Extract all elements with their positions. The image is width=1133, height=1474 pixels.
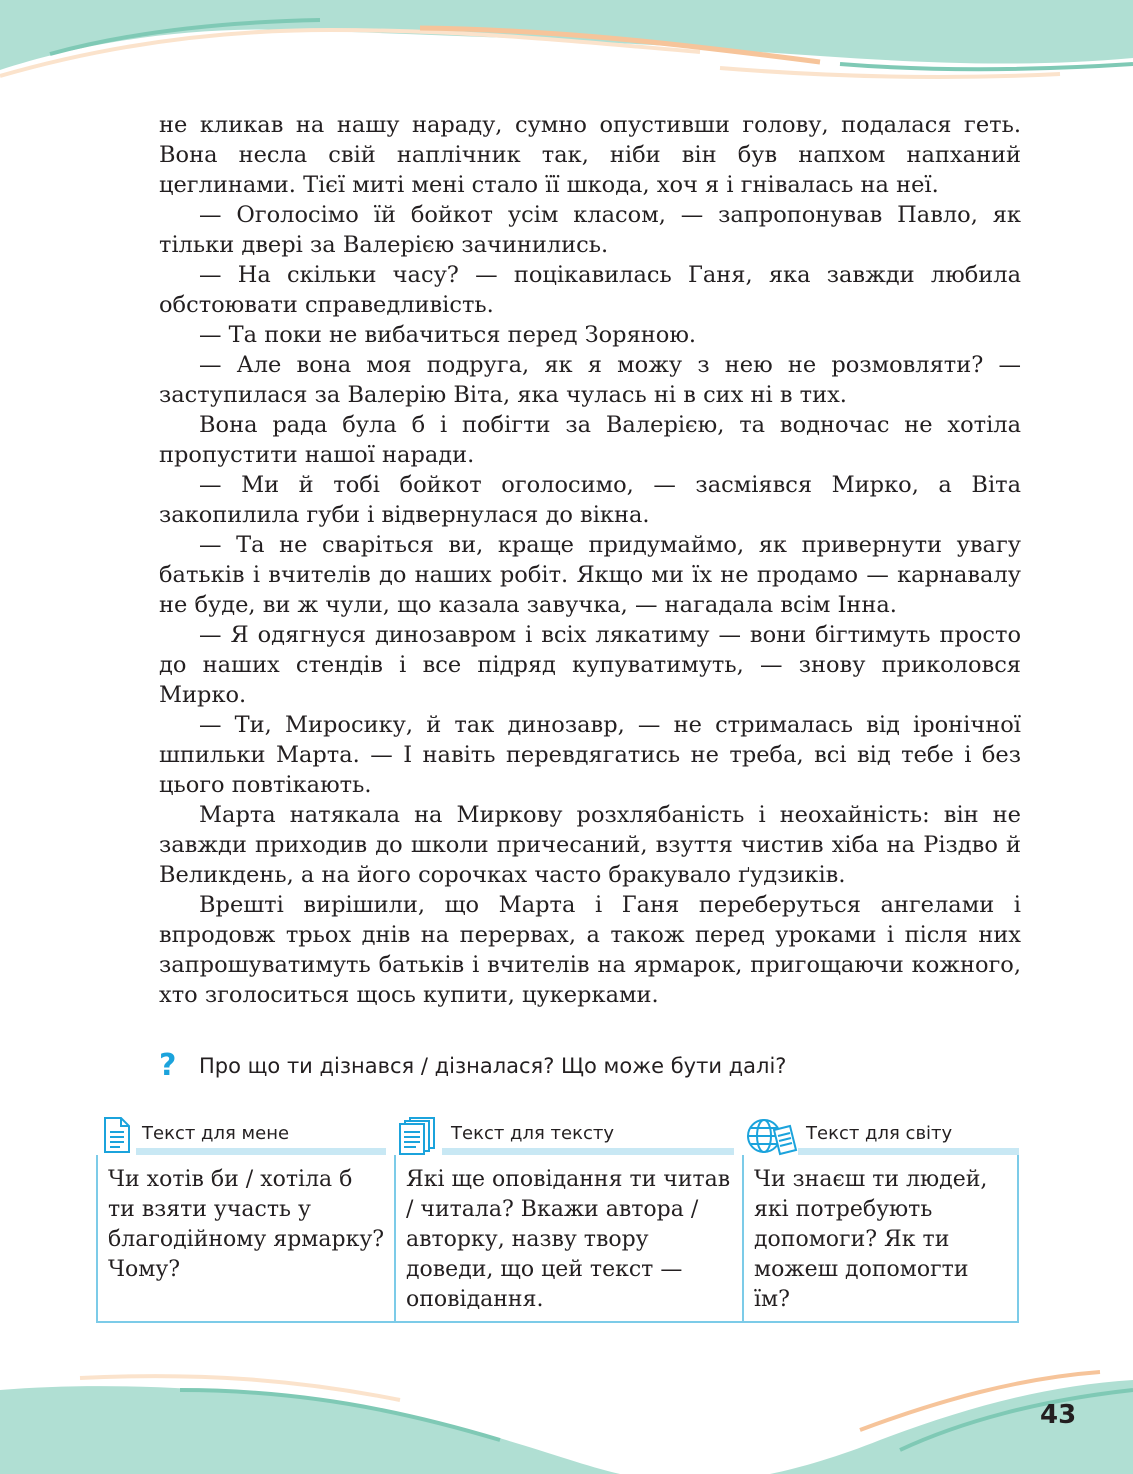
globe-document-icon [746, 1116, 798, 1156]
discussion-question [159, 1050, 1019, 1082]
task-box-for-text [394, 1113, 742, 1323]
task-box-for-world [742, 1113, 1019, 1323]
story-paragraph: не кликав на нашу нараду, сумно опустивши голову, подалася геть. Вона несла свій наплічник так, ніби він був напхом напханий цеглинами. Тієї миті мені стало її шкода, хоч я і гнівалась на неї. [159, 112, 1021, 198]
story-paragraph: — Я одягнуся динозавром і всіх лякатиму — вони бігтимуть просто до наших стендів і все підряд купуватимуть, — знову приколовся Мирко. [159, 622, 1021, 708]
task-box-header [96, 1113, 394, 1153]
header-underline [136, 1148, 386, 1155]
task-box-text: Чи хотів би / хотіла б ти взяти участь у благодійному ярмарку? Чому? [108, 1167, 385, 1282]
story-paragraph: Марта натякала на Миркову розхлябаність і неохайність: він не завжди приходив до школи причесаний, взуття чистив хіба на Різдво й Великдень, а на його сорочках часто бракувало ґудзиків. [159, 802, 1021, 888]
task-box-title: Текст для світу [806, 1123, 953, 1144]
task-box-title: Текст для тексту [451, 1123, 615, 1144]
story-paragraph: — Та не сваріться ви, краще придумаймо, як привернути увагу батьків і вчителів до наших робіт. Якщо ми їх не продамо — карнавалу не буде, ви ж чули, що казала завучка, — нагадала всім Інна. [159, 532, 1021, 618]
task-box-header [394, 1113, 742, 1153]
documents-stack-icon [398, 1116, 438, 1156]
header-underline [442, 1148, 734, 1155]
story-paragraph: — На скільки часу? — поцікавилась Ганя, яка завжди любила обстоювати справедливість. [159, 262, 1021, 318]
question-text: Про що ти дізнався / дізналася? Що може бути далі? [199, 1054, 787, 1078]
task-boxes [96, 1113, 1019, 1323]
top-wave-decoration [0, 0, 1133, 90]
header-underline [798, 1148, 1019, 1155]
page-number: 43 [1040, 1400, 1077, 1430]
task-box-title: Текст для мене [142, 1123, 290, 1144]
task-box-text: Які ще оповідання ти читав / читала? Вкажи автора / авторку, назву твору доведи, що цей текст — оповідання. [406, 1167, 731, 1312]
story-paragraph: Врешті вирішили, що Марта і Ганя переберуться ангелами і впродовж трьох днів на перервах, а також перед уроками і після них запрошуватимуть батьків і вчителів на ярмарок, пригощаючи кожного, хто зголоситься щось купити, цукерками. [159, 892, 1021, 1008]
story-paragraph: — Та поки не вибачиться перед Зоряною. [199, 322, 697, 348]
task-box-for-me [96, 1113, 394, 1323]
document-icon [102, 1116, 132, 1154]
story-paragraph: — Ти, Миросику, й так динозавр, — не стрималась від іронічної шпильки Марта. — І навіть перевдягатись не треба, всі від тебе і без цього повтікають. [159, 712, 1021, 798]
story-paragraph: Вона рада була б і побігти за Валерією, та водночас не хотіла пропустити нашої наради. [159, 412, 1021, 468]
task-box-body [394, 1155, 742, 1323]
task-box-text: Чи знаєш ти людей, які потребують допомоги? Як ти можеш допомогти їм? [754, 1167, 988, 1312]
story-paragraph: — Ми й тобі бойкот оголосимо, — засміявся Мирко, а Віта закопилила губи і відвернулася до вікна. [159, 472, 1021, 528]
story-paragraph: — Але вона моя подруга, як я можу з нею не розмовляти? — заступилася за Валерію Віта, яка чулась ні в сих ні в тих. [159, 352, 1021, 408]
bottom-wave-decoration [0, 1360, 1133, 1474]
task-box-body [742, 1155, 1019, 1323]
task-box-header [742, 1113, 1019, 1153]
story-text [159, 110, 1021, 1010]
task-box-body [96, 1155, 394, 1323]
story-paragraph: — Оголосімо їй бойкот усім класом, — запропонував Павло, як тільки двері за Валерією зачинились. [159, 202, 1021, 258]
question-mark-icon: ? [159, 1048, 177, 1083]
